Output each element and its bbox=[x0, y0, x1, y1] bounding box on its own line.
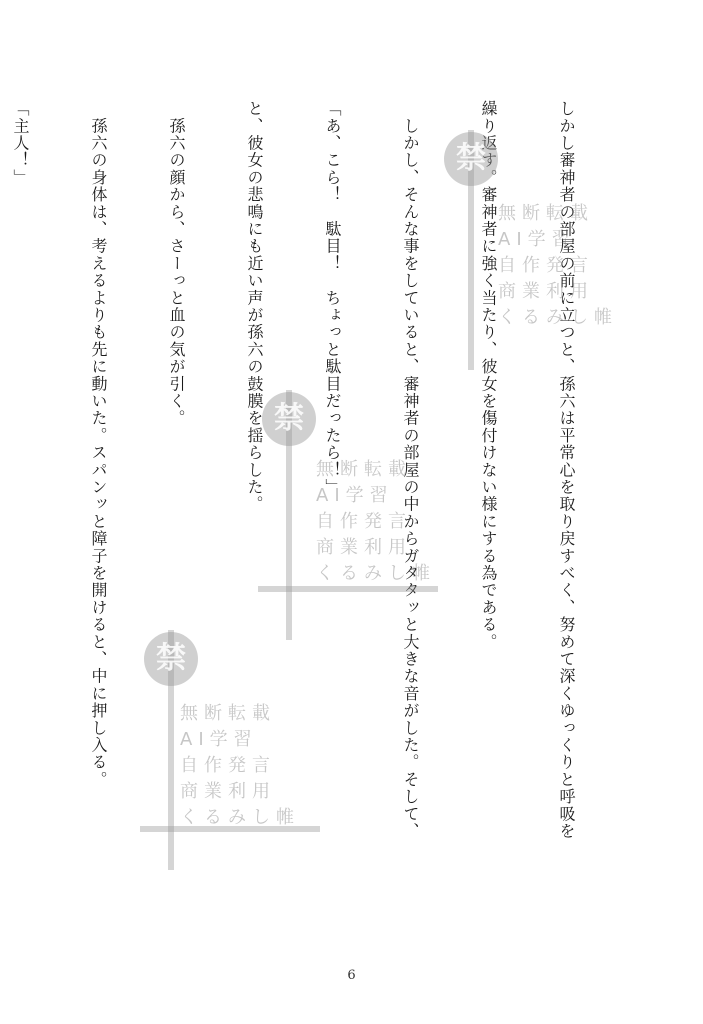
text-line: 「主人！」 bbox=[11, 100, 30, 186]
text-line: 繰り返す。審神者に強く当たり、彼女を傷付けない様にする為である。 bbox=[479, 100, 498, 651]
watermark-line: くるみし帷 bbox=[180, 807, 300, 828]
text-line: 孫六の顔から、さーっと血の気が引く。 bbox=[167, 100, 186, 427]
text-line: しかし審神者の部屋の前に立つと、孫六は平常心を取り戻すべく、努めて深くゆっくりと呼吸を bbox=[557, 100, 576, 840]
watermark-line: AI学習 bbox=[316, 485, 394, 506]
watermark-circle: 禁 bbox=[144, 632, 198, 686]
text-line: 孫六の身体は、考えるよりも先に動いた。スパンッと障子を開けると、中に押し入る。 bbox=[89, 100, 108, 788]
watermark-line: 商業利用 bbox=[316, 537, 412, 558]
watermark-circle: 禁 bbox=[262, 392, 316, 446]
watermark-line: 商業利用 bbox=[180, 781, 276, 802]
watermark-circle: 禁 bbox=[444, 132, 498, 186]
watermark-line: 自作発言 bbox=[316, 511, 412, 532]
watermark-line: 無断転載 bbox=[316, 459, 412, 480]
text-line: 「あ、こら！ 駄目！ ちょっと駄目だったら！」 bbox=[323, 100, 342, 496]
vertical-body-text bbox=[11, 100, 631, 920]
watermark-line: AI学習 bbox=[180, 729, 258, 750]
watermark-line: 商業利用 bbox=[498, 281, 594, 302]
watermark-line: くるみし帷 bbox=[316, 563, 436, 584]
watermark-line: 無断転載 bbox=[498, 203, 594, 224]
watermark-line: くるみし帷 bbox=[498, 307, 618, 328]
watermark-line: 自作発言 bbox=[498, 255, 594, 276]
text-line: しかし、そんな事をしていると、審神者の部屋の中からガタタッと大きな音がした。そして、 bbox=[401, 100, 420, 840]
watermark-line: 無断転載 bbox=[180, 703, 276, 724]
watermark-line: 自作発言 bbox=[180, 755, 276, 776]
page-number: 6 bbox=[347, 968, 356, 983]
text-line: と、彼女の悲鳴にも近い声が孫六の鼓膜を揺らした。 bbox=[245, 100, 264, 513]
watermark-line: AI学習 bbox=[498, 229, 576, 250]
